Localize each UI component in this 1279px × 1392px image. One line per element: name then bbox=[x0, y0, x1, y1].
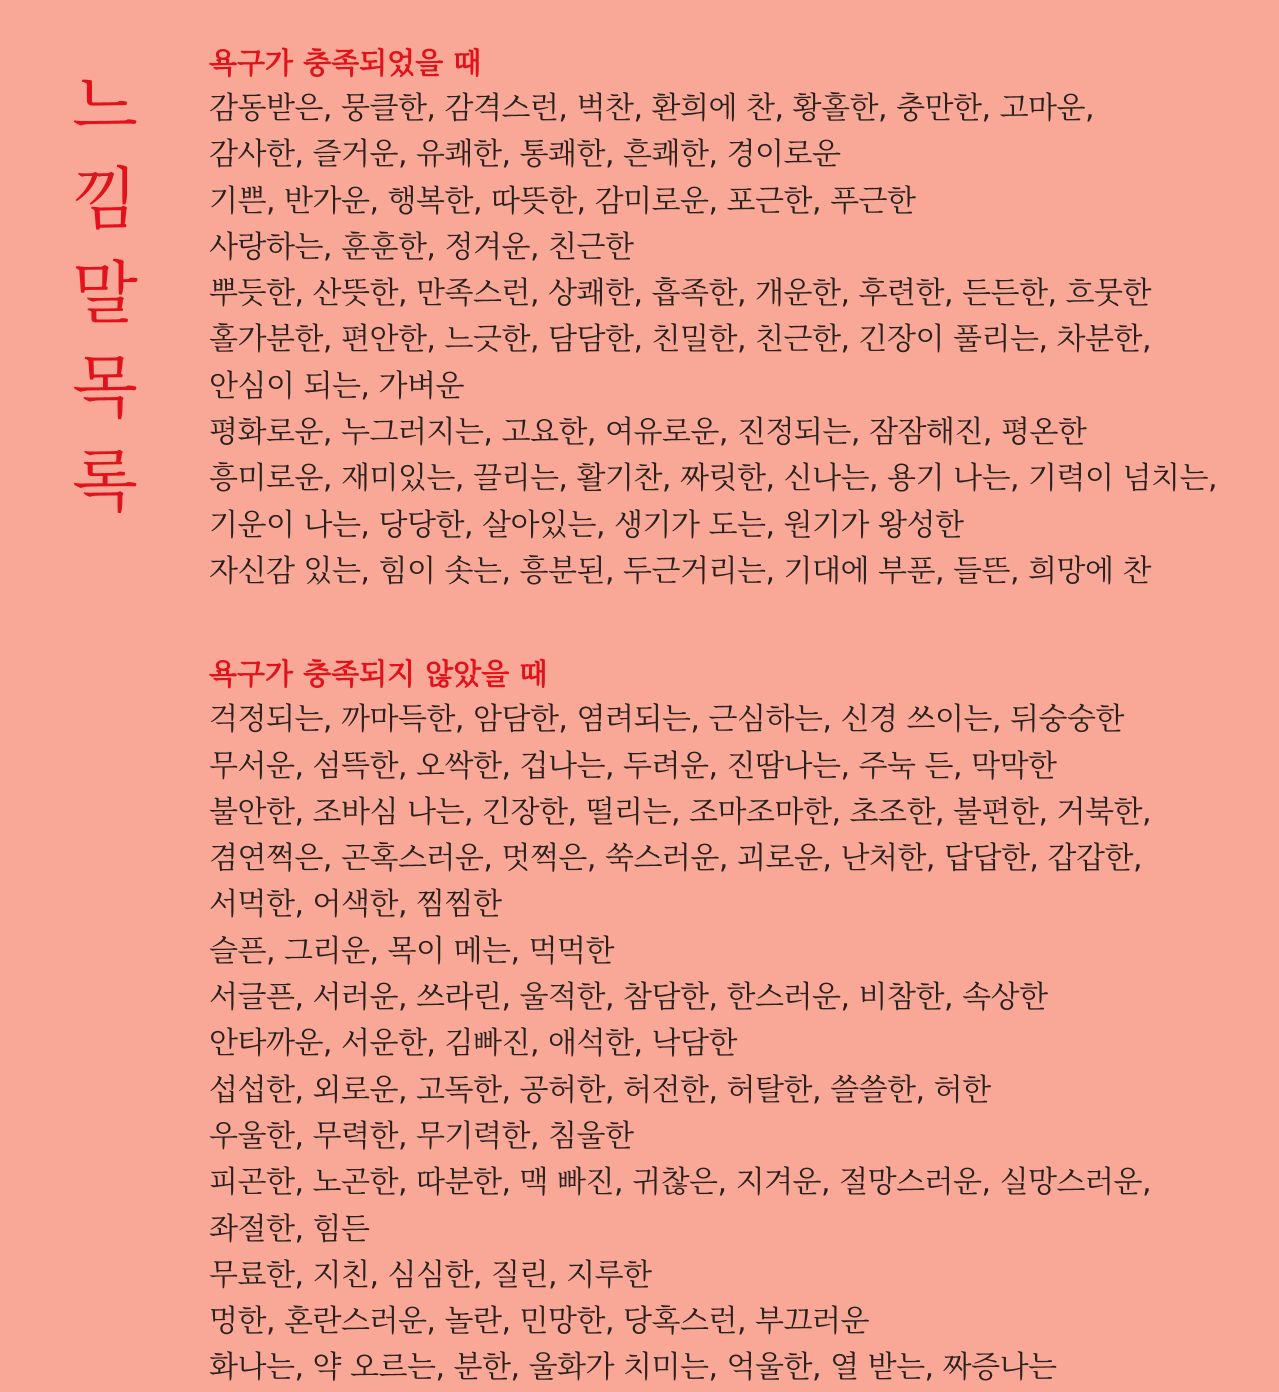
vertical-title bbox=[70, 60, 140, 530]
section-needs-unmet bbox=[209, 651, 1269, 1391]
feeling-line: 우울한, 무력한, 무기력한, 침울한 bbox=[209, 1118, 634, 1154]
section-gap bbox=[209, 595, 1269, 651]
feeling-line: 무서운, 섬뜩한, 오싹한, 겁나는, 두려운, 진땀나는, 주눅 든, 막막한 bbox=[209, 748, 1057, 784]
feeling-line: 사랑하는, 훈훈한, 정겨운, 친근한 bbox=[209, 229, 634, 265]
feeling-line: 화나는, 약 오르는, 분한, 울화가 치미는, 억울한, 열 받는, 짜증나는 bbox=[209, 1350, 1057, 1386]
feeling-line: 걱정되는, 까마득한, 암담한, 염려되는, 근심하는, 신경 쓰이는, 뒤숭숭한 bbox=[209, 702, 1124, 738]
feeling-line: 흥미로운, 재미있는, 끌리는, 활기찬, 짜릿한, 신나는, 용기 나는, 기력이 넘치는, bbox=[209, 461, 1218, 497]
feeling-line: 안심이 되는, 가벼운 bbox=[209, 368, 464, 404]
feeling-line: 홀가분한, 편안한, 느긋한, 담담한, 친밀한, 친근한, 긴장이 풀리는, 차분한, bbox=[209, 322, 1152, 358]
feeling-line: 겸연쩍은, 곤혹스러운, 멋쩍은, 쑥스러운, 괴로운, 난처한, 답답한, 갑갑한, bbox=[209, 841, 1142, 877]
feeling-line: 서먹한, 어색한, 찜찜한 bbox=[209, 887, 502, 923]
feeling-line: 불안한, 조바심 나는, 긴장한, 떨리는, 조마조마한, 초조한, 불편한, 거북한, bbox=[209, 794, 1152, 830]
feeling-words-list bbox=[209, 40, 1269, 1392]
feeling-line: 평화로운, 누그러지는, 고요한, 여유로운, 진정되는, 잠잠해진, 평온한 bbox=[209, 415, 1087, 451]
section-heading: 욕구가 충족되었을 때 bbox=[209, 46, 482, 80]
feeling-line: 섭섭한, 외로운, 고독한, 공허한, 허전한, 허탈한, 쓸쓸한, 허한 bbox=[209, 1072, 991, 1108]
feeling-line: 좌절한, 힘든 bbox=[209, 1211, 370, 1247]
section-needs-met bbox=[209, 40, 1269, 595]
feeling-line: 안타까운, 서운한, 김빠진, 애석한, 낙담한 bbox=[209, 1026, 737, 1062]
feeling-line: 기쁜, 반가운, 행복한, 따뜻한, 감미로운, 포근한, 푸근한 bbox=[209, 183, 916, 219]
feeling-line: 기운이 나는, 당당한, 살아있는, 생기가 도는, 원기가 왕성한 bbox=[209, 507, 964, 543]
feeling-line: 피곤한, 노곤한, 따분한, 맥 빠진, 귀찮은, 지겨운, 절망스러운, 실망스러운, bbox=[209, 1165, 1152, 1201]
feeling-line: 감사한, 즐거운, 유쾌한, 통쾌한, 흔쾌한, 경이로운 bbox=[209, 137, 841, 173]
feeling-line: 서글픈, 서러운, 쓰라린, 울적한, 참담한, 한스러운, 비참한, 속상한 bbox=[209, 980, 1048, 1016]
title-char: 말 bbox=[72, 255, 138, 334]
title-char: 낌 bbox=[72, 161, 138, 240]
feeling-line: 멍한, 혼란스러운, 놀란, 민망한, 당혹스런, 부끄러운 bbox=[209, 1304, 869, 1340]
feeling-line: 자신감 있는, 힘이 솟는, 흥분된, 두근거리는, 기대에 부푼, 들뜬, 희망에 찬 bbox=[209, 553, 1152, 589]
feeling-line: 슬픈, 그리운, 목이 메는, 먹먹한 bbox=[209, 933, 615, 969]
title-char: 록 bbox=[72, 443, 138, 522]
feeling-line: 뿌듯한, 산뜻한, 만족스런, 상쾌한, 흡족한, 개운한, 후련한, 든든한, 흐뭇한 bbox=[209, 276, 1152, 312]
title-char: 느 bbox=[72, 67, 138, 146]
title-char: 목 bbox=[72, 349, 138, 428]
section-heading: 욕구가 충족되지 않았을 때 bbox=[209, 657, 548, 692]
feeling-line: 감동받은, 뭉클한, 감격스런, 벅찬, 환희에 찬, 황홀한, 충만한, 고마운, bbox=[209, 91, 1095, 126]
feeling-line: 무료한, 지친, 심심한, 질린, 지루한 bbox=[209, 1257, 652, 1293]
